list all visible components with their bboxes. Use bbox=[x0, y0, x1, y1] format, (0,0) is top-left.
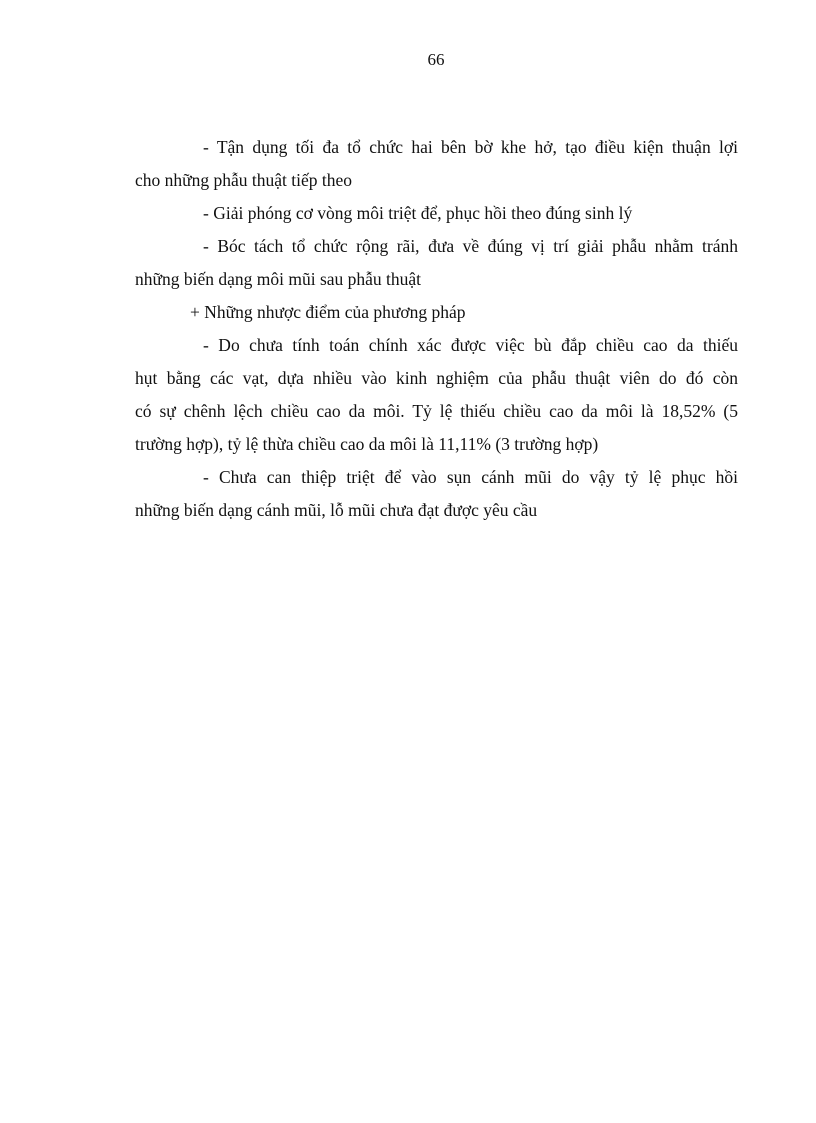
body-text bbox=[135, 131, 738, 527]
page-number: 66 bbox=[427, 50, 445, 69]
text-line: những biến dạng môi mũi sau phẫu thuật bbox=[135, 269, 422, 289]
text-line: cho những phẫu thuật tiếp theo bbox=[135, 170, 353, 190]
text-line: hụt bằng các vạt, dựa nhiều vào kinh nghiệm của phẫu thuật viên do đó còn bbox=[135, 368, 738, 388]
text-line: trường hợp), tỷ lệ thừa chiều cao da môi là 11,11% (3 trường hợp) bbox=[135, 434, 599, 454]
text-line: + Những nhược điểm của phương pháp bbox=[190, 302, 466, 322]
text-line: - Chưa can thiệp triệt để vào sụn cánh mũi do vậy tỷ lệ phục hồi bbox=[203, 467, 738, 487]
text-line: có sự chênh lệch chiều cao da môi. Tỷ lệ thiếu chiều cao da môi là 18,52% (5 bbox=[135, 401, 738, 421]
text-line: những biến dạng cánh mũi, lỗ mũi chưa đạt được yêu cầu bbox=[135, 500, 538, 520]
text-line: - Do chưa tính toán chính xác được việc bù đắp chiều cao da thiếu bbox=[203, 335, 738, 355]
text-line: - Tận dụng tối đa tổ chức hai bên bờ khe hở, tạo điều kiện thuận lợi bbox=[203, 137, 738, 157]
text-line: - Bóc tách tổ chức rộng rãi, đưa về đúng vị trí giải phẫu nhằm tránh bbox=[203, 236, 738, 256]
text-line: - Giải phóng cơ vòng môi triệt để, phục hồi theo đúng sinh lý bbox=[203, 203, 633, 223]
